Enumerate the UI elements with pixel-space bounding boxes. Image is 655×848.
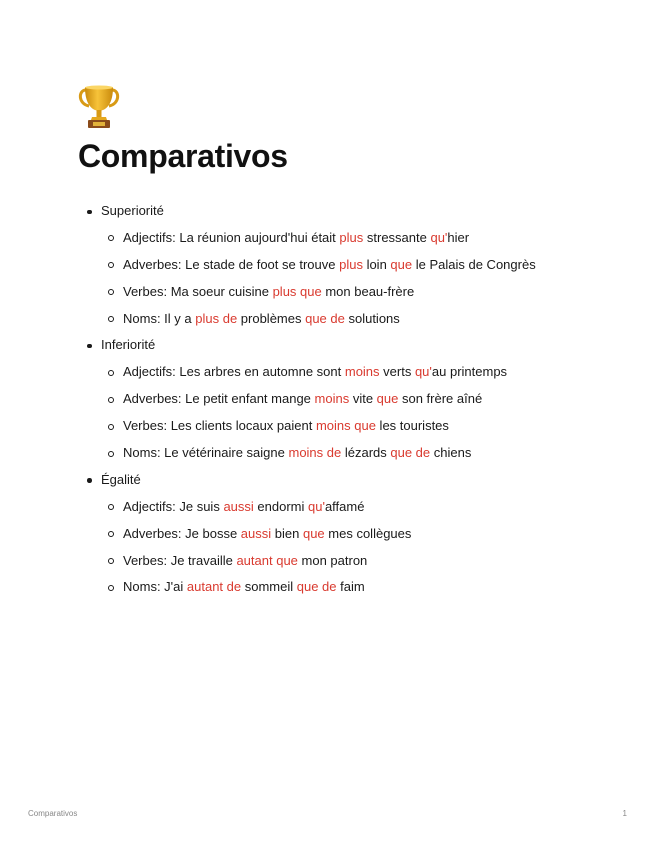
- comparison-outline: [78, 198, 618, 601]
- example-item: [101, 279, 618, 306]
- example-item: [101, 386, 618, 413]
- highlighted-text: que: [376, 391, 399, 407]
- example-item: [101, 413, 618, 440]
- example-text: faim: [336, 579, 365, 595]
- highlighted-text: que: [390, 256, 413, 272]
- section-label: Superiorité: [101, 203, 164, 218]
- example-text: Verbes: Je travaille: [123, 552, 237, 568]
- example-text: Adverbes: Je bosse: [123, 525, 241, 541]
- example-text: Noms: Il y a: [123, 310, 196, 326]
- example-text: hier: [447, 229, 470, 245]
- example-text: stressante: [363, 229, 431, 245]
- highlighted-text: moins: [314, 391, 350, 407]
- example-text: mes collègues: [324, 525, 412, 541]
- example-text: bien: [271, 525, 303, 541]
- example-item: [101, 548, 618, 575]
- section-item: [78, 332, 618, 466]
- example-text: vite: [349, 391, 377, 407]
- highlighted-text: moins que: [315, 418, 376, 434]
- page-title: Comparativos: [78, 138, 288, 174]
- example-text: affamé: [324, 498, 365, 514]
- highlighted-text: que de: [305, 310, 345, 326]
- highlighted-text: aussi: [240, 525, 272, 541]
- highlighted-text: que de: [296, 579, 337, 595]
- example-text: chiens: [430, 445, 472, 461]
- example-text: mon beau-frère: [321, 283, 415, 299]
- highlighted-text: plus: [339, 256, 363, 272]
- example-text: mon patron: [297, 552, 368, 568]
- section-label: Inferiorité: [101, 337, 156, 353]
- section-label: Égalité: [101, 471, 141, 487]
- sub-list: [101, 225, 618, 333]
- example-text: endormi: [253, 498, 308, 514]
- example-text: Adverbes: Le stade de foot se trouve: [123, 256, 340, 272]
- trophy-icon: [77, 84, 121, 130]
- example-text: loin: [362, 256, 391, 272]
- example-text: sommeil: [241, 579, 297, 595]
- highlighted-text: moins de: [288, 445, 342, 461]
- highlighted-text: autant de: [186, 579, 242, 595]
- example-item: [101, 494, 618, 521]
- example-text: verts: [379, 364, 415, 380]
- highlighted-text: plus: [339, 229, 364, 245]
- example-item: [101, 225, 618, 252]
- example-item: [101, 359, 618, 386]
- footer-title: Comparativos: [28, 809, 78, 818]
- example-item: [101, 306, 618, 333]
- example-text: son frère aîné: [398, 391, 483, 407]
- section-item: [78, 467, 618, 601]
- example-text: Adjectifs: La réunion aujourd'hui était: [123, 229, 340, 245]
- example-item: [101, 521, 618, 548]
- highlighted-text: plus de: [195, 310, 238, 326]
- highlighted-text: aussi: [223, 498, 254, 514]
- section-item: [78, 198, 618, 332]
- example-item: [101, 574, 618, 601]
- example-text: Noms: Le vétérinaire saigne: [123, 445, 289, 461]
- highlighted-text: plus que: [272, 283, 322, 299]
- example-text: lézards: [341, 445, 391, 461]
- sub-list: [101, 494, 618, 602]
- example-item: [101, 252, 618, 279]
- sub-list: [101, 359, 618, 467]
- example-text: solutions: [344, 310, 400, 326]
- example-text: Verbes: Ma soeur cuisine: [123, 283, 273, 299]
- example-text: au printemps: [431, 364, 508, 380]
- example-text: Adjectifs: Les arbres en automne sont: [123, 364, 345, 380]
- example-text: Noms: J'ai: [123, 579, 187, 595]
- example-text: Adjectifs: Je suis: [123, 498, 224, 514]
- highlighted-text: que: [302, 525, 325, 541]
- highlighted-text: qu': [430, 229, 448, 245]
- highlighted-text: qu': [414, 364, 432, 380]
- example-text: Verbes: Les clients locaux paient: [123, 418, 316, 434]
- highlighted-text: que de: [390, 445, 431, 461]
- highlighted-text: autant que: [236, 552, 298, 568]
- example-item: [101, 440, 618, 467]
- highlighted-text: moins: [344, 364, 380, 380]
- example-text: Adverbes: Le petit enfant mange: [123, 391, 315, 407]
- highlighted-text: qu': [308, 498, 325, 514]
- example-text: problèmes: [237, 310, 306, 326]
- example-text: le Palais de Congrès: [412, 256, 536, 272]
- example-text: les touristes: [375, 418, 449, 434]
- footer-page-number: 1: [622, 809, 627, 818]
